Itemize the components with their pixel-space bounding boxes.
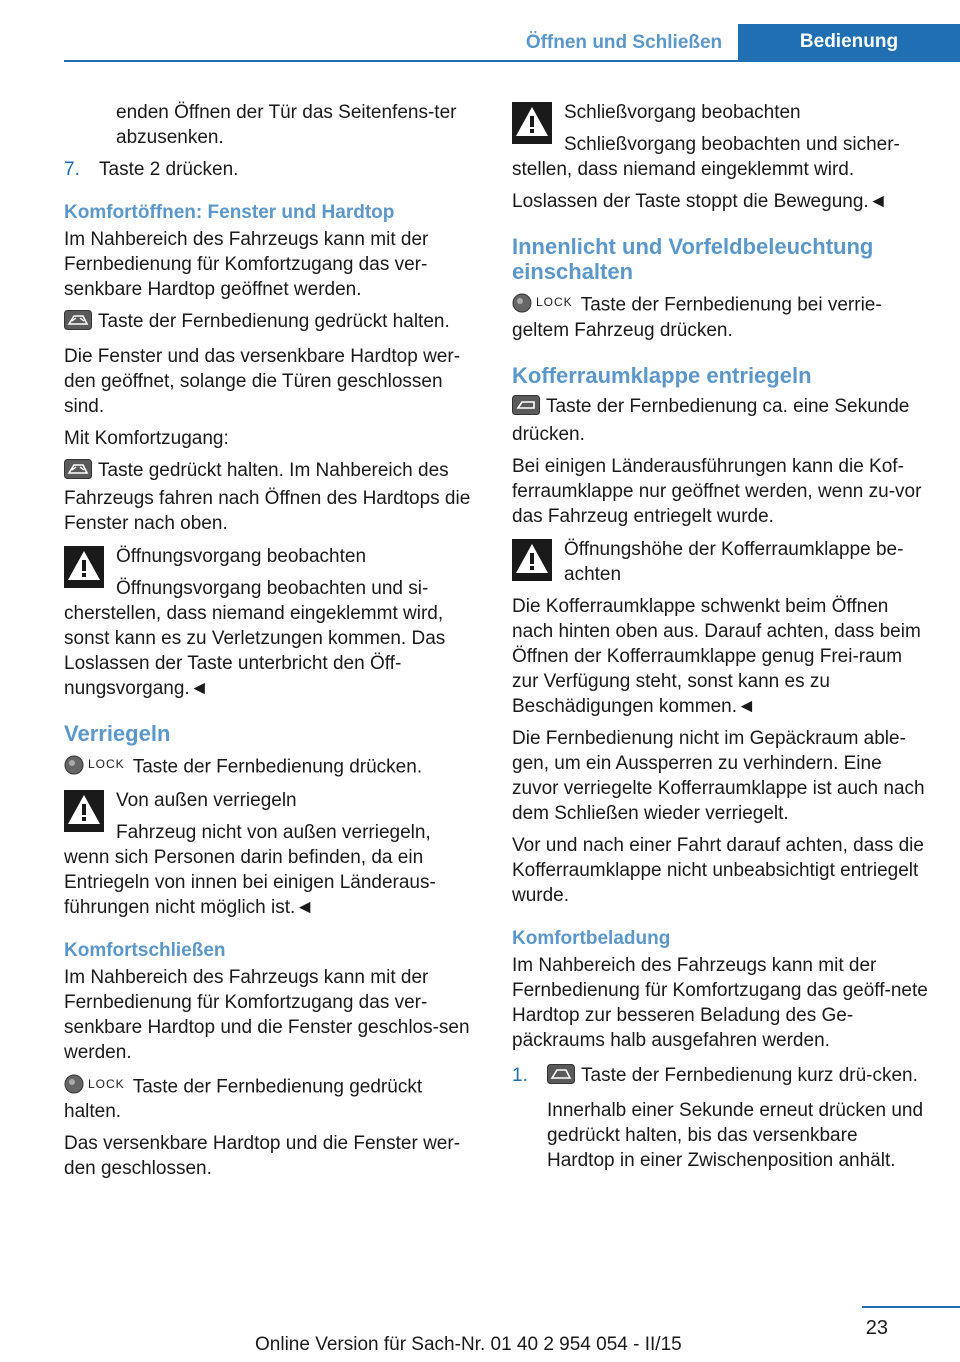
paragraph-with-icon (64, 458, 480, 536)
warning-title: Von außen verriegeln (116, 789, 297, 811)
list-item (64, 157, 480, 182)
warning-body: Öffnungsvorgang beobachten und si-cherstellen, dass niemand eingeklemmt wird, sonst kann es zu Verletzungen kommen. Das Loslassen der Taste unterbricht den Öff-nungsvorgang.◄ (64, 578, 446, 699)
paragraph: Vor und nach einer Fahrt darauf achten, dass die Kofferraumklappe nicht unbeabsichtigt entriegelt wurde. (512, 834, 924, 906)
paragraph: Die Fenster und das versenkbare Hardtop wer-den geöffnet, solange die Türen geschlossen sind. (64, 346, 461, 417)
paragraph-text: Taste der Fernbedienung bei verrie-geltem Fahrzeug drücken. (512, 294, 882, 341)
step-number: 1. (512, 1064, 528, 1086)
warning-icon (512, 102, 552, 144)
lock-button (512, 290, 573, 315)
heading-komfortschliessen: Komfortschließen (64, 939, 226, 961)
paragraph: Im Nahbereich des Fahrzeugs kann mit der Fernbedienung für Komfortzugang das ver-senkbare Hardtop und die Fenster geschlos-sen werden. (64, 966, 470, 1063)
step-text: Taste 2 drücken. (99, 159, 239, 180)
hardtop-button-icon (547, 1064, 575, 1091)
paragraph-text: Taste gedrückt halten. Im Nahbereich des Fahrzeugs fahren nach Öffnen des Hardtops die Fenster nach oben. (64, 460, 471, 534)
paragraph: Mit Komfortzugang: (64, 428, 229, 449)
warning-icon (64, 790, 104, 832)
remote-button-icon (64, 1074, 84, 1094)
hardtop-button-icon (64, 459, 92, 486)
heading-innenlicht: Innenlicht und Vorfeldbeleuchtung einschalten (512, 234, 874, 284)
warning-box (512, 100, 928, 182)
warning-icon (512, 539, 552, 581)
heading-komfortoeffnen: Komfortöffnen: Fenster und Hardtop (64, 202, 395, 223)
lock-label: LOCK (88, 1076, 125, 1091)
paragraph-with-icon (64, 752, 480, 780)
remote-button-icon (512, 293, 532, 313)
warning-box (64, 788, 480, 920)
lock-label: LOCK (88, 757, 125, 771)
paragraph-text: Taste der Fernbedienung drücken. (132, 756, 423, 778)
left-column (64, 100, 480, 1188)
paragraph: Im Nahbereich des Fahrzeugs kann mit der Fernbedienung für Komfortzugang das geöff-nete Hardtop zur besseren Beladung des Ge-päckraums halb ausgefahren werden. (512, 954, 928, 1051)
warning-box (64, 544, 480, 701)
warning-box (512, 537, 928, 719)
warning-title: Öffnungshöhe der Kofferraumklappe be-achten (564, 538, 904, 585)
paragraph: Die Fernbedienung nicht im Gepäckraum able-gen, um ein Aussperren zu verhindern. Eine zuvor verriegelte Kofferraumklappe ist auch nach dem Schließen wieder verriegelt. (512, 727, 925, 824)
heading-kofferraum: Kofferraumklappe entriegeln (512, 362, 812, 388)
warning-title: Schließvorgang beobachten (564, 102, 801, 123)
paragraph-with-icon (547, 1063, 928, 1091)
footer-rule (862, 1306, 960, 1308)
footer-text: Online Version für Sach-Nr. 01 40 2 954 054 - II/15 (255, 1334, 682, 1355)
heading-verriegeln: Verriegeln (64, 721, 171, 746)
paragraph: Loslassen der Taste stoppt die Bewegung.◄ (512, 191, 888, 212)
paragraph-with-icon (512, 394, 928, 447)
paragraph-with-icon (512, 290, 928, 343)
list-item (512, 1063, 928, 1180)
page-header (0, 0, 960, 62)
lock-label: LOCK (536, 295, 573, 309)
warning-title: Öffnungsvorgang beobachten (116, 546, 367, 567)
trunk-button-icon (512, 395, 540, 422)
paragraph: Im Nahbereich des Fahrzeugs kann mit der Fernbedienung für Komfortzugang das ver-senkbare Hardtop geöffnet werden. (64, 229, 429, 300)
warning-icon (64, 546, 104, 588)
paragraph-text: Taste der Fernbedienung ca. eine Sekunde drücken. (512, 395, 910, 445)
right-column (512, 100, 928, 1180)
paragraph: Das versenkbare Hardtop und die Fenster wer-den geschlossen. (64, 1133, 461, 1179)
paragraph-text: Taste der Fernbedienung gedrückt halten. (64, 1076, 423, 1122)
step-subtext: Innerhalb einer Sekunde erneut drücken und gedrückt halten, bis das versenkbare Hardtop in einer Zwischenposition anhält. (547, 1099, 924, 1171)
header-rule (64, 60, 960, 62)
paragraph-text: Taste der Fernbedienung gedrückt halten. (98, 311, 450, 332)
step-content (547, 1063, 928, 1180)
hardtop-button-icon (64, 310, 92, 337)
remote-button-icon (64, 755, 84, 775)
warning-body: Schließvorgang beobachten und sicher-stellen, dass niemand eingeklemmt wird. (512, 134, 900, 180)
lock-button (64, 1072, 125, 1097)
chapter-tab: Bedienung (738, 24, 960, 60)
warning-body: Die Kofferraumklappe schwenkt beim Öffnen nach hinten oben aus. Darauf achten, dass beim Öffnen der Kofferraumklappe genug Frei-raum zur Verfügung steht, sonst kann es zu Beschädigungen kommen.◄ (512, 595, 921, 717)
step-number: 7. (64, 159, 80, 180)
lock-button (64, 752, 125, 777)
paragraph-with-icon (64, 309, 480, 337)
step-text: Taste der Fernbedienung kurz drü-cken. (581, 1064, 918, 1086)
page-number: 23 (865, 1317, 888, 1339)
paragraph: Bei einigen Länderausführungen kann die Kof-ferraumklappe nur geöffnet werden, wenn zu-vor das Fahrzeug entriegelt wurde. (512, 455, 922, 527)
heading-komfortbeladung: Komfortbeladung (512, 927, 671, 949)
paragraph: enden Öffnen der Tür das Seitenfens-ter abzusenken. (116, 102, 457, 148)
paragraph-with-icon (64, 1072, 480, 1125)
warning-body: Fahrzeug nicht von außen verriegeln, wenn sich Personen darin befinden, da ein Entriegeln von innen bei einigen Länderaus-führungen nicht möglich ist.◄ (64, 821, 436, 918)
section-title: Öffnen und Schließen (525, 32, 723, 53)
